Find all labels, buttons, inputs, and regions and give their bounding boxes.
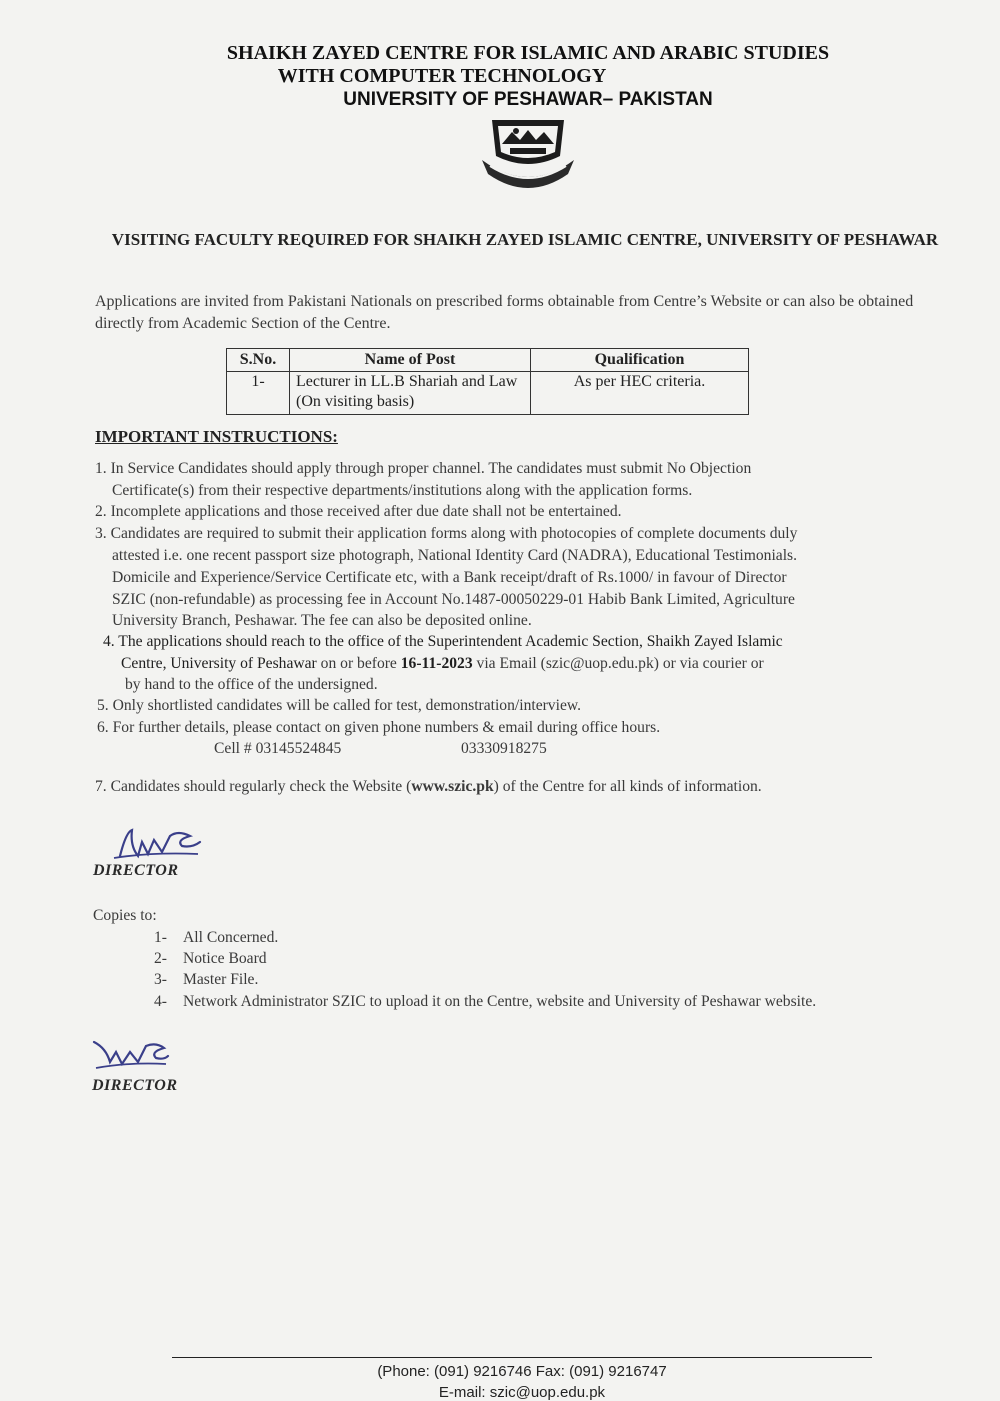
institution-name: SHAIKH ZAYED CENTRE FOR ISLAMIC AND ARABIC STUDIES: [226, 42, 830, 64]
instruction-4-line-1: 4. The applications should reach to the office of the Superintendent Academic Section, Shaikh Zayed Islamic: [103, 633, 783, 650]
cell-sno: 1-: [227, 372, 290, 415]
cell-number-1: Cell # 03145524845: [214, 740, 342, 757]
notice-title: VISITING FACULTY REQUIRED FOR SHAIKH ZAYED ISLAMIC CENTRE, UNIVERSITY OF PESHAWAR: [111, 230, 939, 249]
instruction-1-line-2: Certificate(s) from their respective departments/institutions along with the application forms.: [112, 482, 693, 499]
instruction-4-before: on or before: [316, 655, 401, 672]
instruction-4-email: via Email (szic@uop.edu.pk) or via courier or: [472, 655, 764, 672]
table-header-row: [227, 349, 749, 372]
instruction-3-line-4: SZIC (non-refundable) as processing fee in Account No.1487-00050229-01 Habib Bank Limited, Agriculture: [112, 591, 795, 608]
website-url: www.szic.pk: [411, 778, 494, 795]
copy-item-4: Network Administrator SZIC to upload it on the Centre, website and University of Peshawar website.: [183, 993, 817, 1010]
copy-item-number-2: 2-: [154, 950, 167, 967]
instruction-3-line-1: 3. Candidates are required to submit their application forms along with photocopies of complete documents duly: [95, 525, 798, 542]
table-row: [227, 372, 749, 415]
cell-number-2: 03330918275: [461, 740, 547, 757]
instruction-3-line-2: attested i.e. one recent passport size photograph, National Identity Card (NADRA), Educational Testimonials.: [112, 547, 797, 564]
notice-intro: Applications are invited from Pakistani Nationals on prescribed forms obtainable from Centre’s Website or can also be obtained directly from Academic Section of the Centre.: [95, 293, 914, 332]
posts-table: [226, 348, 749, 415]
director-title-2: DIRECTOR: [92, 1077, 178, 1094]
copy-item-2: Notice Board: [183, 950, 267, 967]
column-header-qualification: Qualification: [531, 349, 749, 372]
cell-qualification: As per HEC criteria.: [531, 372, 749, 415]
footer-email: E-mail: szic@uop.edu.pk: [438, 1384, 606, 1401]
director-signature-2: [90, 1038, 170, 1074]
copy-item-number-1: 1-: [154, 929, 167, 946]
copy-item-number-4: 4-: [154, 993, 167, 1010]
instruction-3-line-5: University Branch, Peshawar. The fee can also be deposited online.: [112, 612, 532, 629]
instruction-3-line-3: Domicile and Experience/Service Certificate etc, with a Bank receipt/draft of Rs.1000/ in favour of Director: [112, 569, 787, 586]
director-title-1: DIRECTOR: [93, 862, 179, 879]
instruction-6: 6. For further details, please contact on given phone numbers & email during office hours.: [97, 719, 661, 736]
instruction-7: [95, 776, 762, 797]
copies-label: Copies to:: [93, 907, 157, 924]
column-header-post: Name of Post: [290, 349, 531, 372]
instruction-1-line-1: 1. In Service Candidates should apply through proper channel. The candidates must submit No Objection: [95, 460, 752, 477]
instruction-4-line-3: by hand to the office of the undersigned.: [125, 676, 378, 693]
copy-item-1: All Concerned.: [183, 929, 279, 946]
instruction-5: 5. Only shortlisted candidates will be called for test, demonstration/interview.: [97, 697, 582, 714]
footer-phone-fax: (Phone: (091) 9216746 Fax: (091) 9216747: [377, 1363, 667, 1380]
footer-divider: [172, 1357, 872, 1358]
university-name: UNIVERSITY OF PESHAWAR– PAKISTAN: [343, 89, 713, 110]
copy-item-number-3: 3-: [154, 971, 167, 988]
column-header-sno: S.No.: [227, 349, 290, 372]
instruction-7-start: 7. Candidates should regularly check the Website (: [95, 778, 412, 795]
instruction-2: 2. Incomplete applications and those received after due date shall not be entertained.: [95, 503, 622, 520]
instruction-4-line-2: [121, 653, 764, 674]
instructions-heading: IMPORTANT INSTRUCTIONS:: [95, 427, 338, 446]
instruction-4-office: Centre, University of Peshawar: [121, 655, 317, 672]
copy-item-3: Master File.: [183, 971, 259, 988]
deadline-date: 16-11-2023: [400, 655, 473, 672]
instruction-7-end: ) of the Centre for all kinds of information.: [493, 778, 762, 795]
institution-subtitle: WITH COMPUTER TECHNOLOGY: [277, 65, 607, 87]
director-signature-1: [112, 826, 204, 864]
university-logo: [476, 116, 580, 198]
cell-post: Lecturer in LL.B Shariah and Law (On visiting basis): [290, 372, 531, 415]
